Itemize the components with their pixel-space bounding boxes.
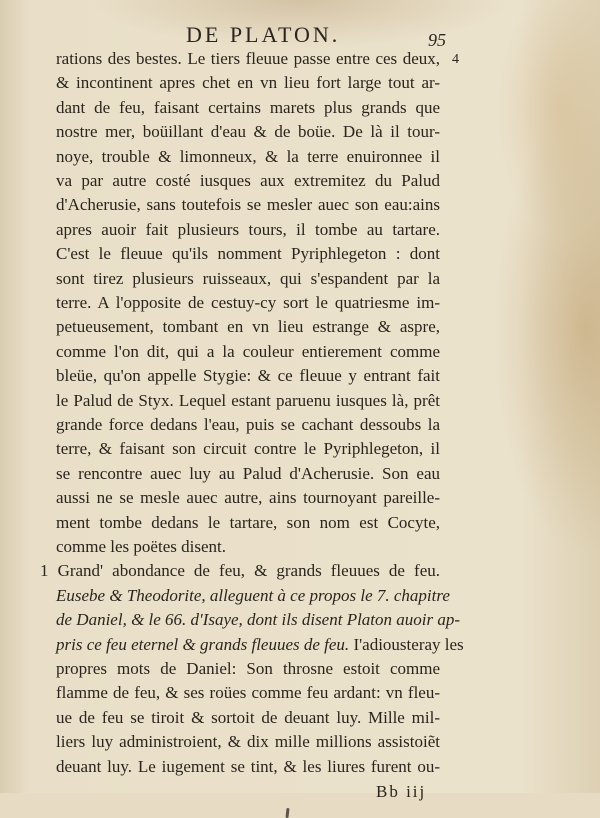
text-line: va par autre costé iusques aux extremitez du Palud — [56, 171, 440, 190]
signature-mark: Bb iij — [376, 782, 427, 801]
text-line: nostre mer, boüillant d'eau & de boüe. De là il tour- — [56, 122, 440, 142]
ink-stroke-mark — [285, 808, 289, 818]
text-line: aussi ne se mesle auec autre, ains tournoyant pareille- — [56, 488, 440, 508]
note-line: propres mots de Daniel: Son throsne estoit comme — [56, 659, 440, 678]
note-heading: 1 Grand' abondance de feu, & grands fleuues de feu. — [40, 561, 440, 581]
note-line: de Daniel, & le 66. d'Isaye, dont ils disent Platon auoir ap- — [56, 610, 461, 630]
note-line-italic-part: pris ce feu eternel & grands fleuues de feu. — [56, 634, 350, 654]
note-line: ue de feu se tiroit & sortoit de deuant luy. Mille mil- — [56, 707, 440, 727]
margin-note-number: 4 — [452, 52, 459, 67]
note-line: flamme de feu, & ses roües comme feu ardant: vn fleu- — [56, 683, 440, 703]
text-line: petueusement, tombant en vn lieu estrange & aspre, — [56, 317, 440, 337]
text-line: comme l'on dit, qui a la couleur entierement comme — [56, 341, 440, 361]
running-head: DE PLATON. — [186, 22, 341, 47]
text-line: grande force dedans l'eau, puis se cachant dessoubs la — [56, 415, 440, 434]
note-line: deuant luy. Le iugement se tint, & les liures furent ou- — [56, 756, 440, 776]
text-line: C'est le fleuue qu'ils nomment Pyriphlegeton : dont — [56, 244, 440, 264]
text-line: ment tombe dedans le tartare, son nom est Cocyte, — [56, 512, 440, 532]
page-number: 95 — [428, 30, 446, 50]
note-line: liers luy administroient, & dix mille millions assistoiẽt — [56, 732, 440, 752]
text-line: se rencontre auec luy au Palud d'Acherusie. Son eau — [56, 463, 440, 483]
note-line: Eusebe & Theodorite, alleguent à ce propos le 7. chapitre — [56, 585, 450, 605]
text-line: rations des bestes. Le tiers fleuue passe entre ces deux, — [56, 49, 440, 68]
text-line: dant de feu, faisant certains marets plus grands que — [56, 97, 440, 117]
text-line: noye, trouble & limonneux, & la terre enuironnee il — [56, 146, 440, 166]
text-line: bleüe, qu'on appelle Stygie: & ce fleuue y entrant fait — [56, 366, 440, 386]
text-line: comme les poëtes disent. — [56, 537, 226, 556]
text-line: & incontinent apres chet en vn lieu fort large tout ar- — [56, 73, 440, 93]
note-line-roman-part: I'adiousteray les — [349, 634, 464, 654]
text-line: apres auoir fait plusieurs tours, il tombe au tartare. — [56, 219, 440, 239]
note-line-mixed — [56, 634, 464, 656]
text-line: le Palud de Styx. Lequel estant paruenu iusques là, prêt — [56, 390, 440, 410]
text-line: d'Acherusie, sans toutefois se mesler auec son eau:ains — [56, 195, 440, 215]
text-line: terre. A l'opposite de cestuy-cy sort le quatriesme im- — [56, 293, 440, 312]
text-line: terre, & faisant son circuit contre le Pyriphlegeton, il — [56, 439, 440, 459]
text-line: sont tirez plusieurs ruisseaux, qui s'espandent par la — [56, 268, 440, 288]
